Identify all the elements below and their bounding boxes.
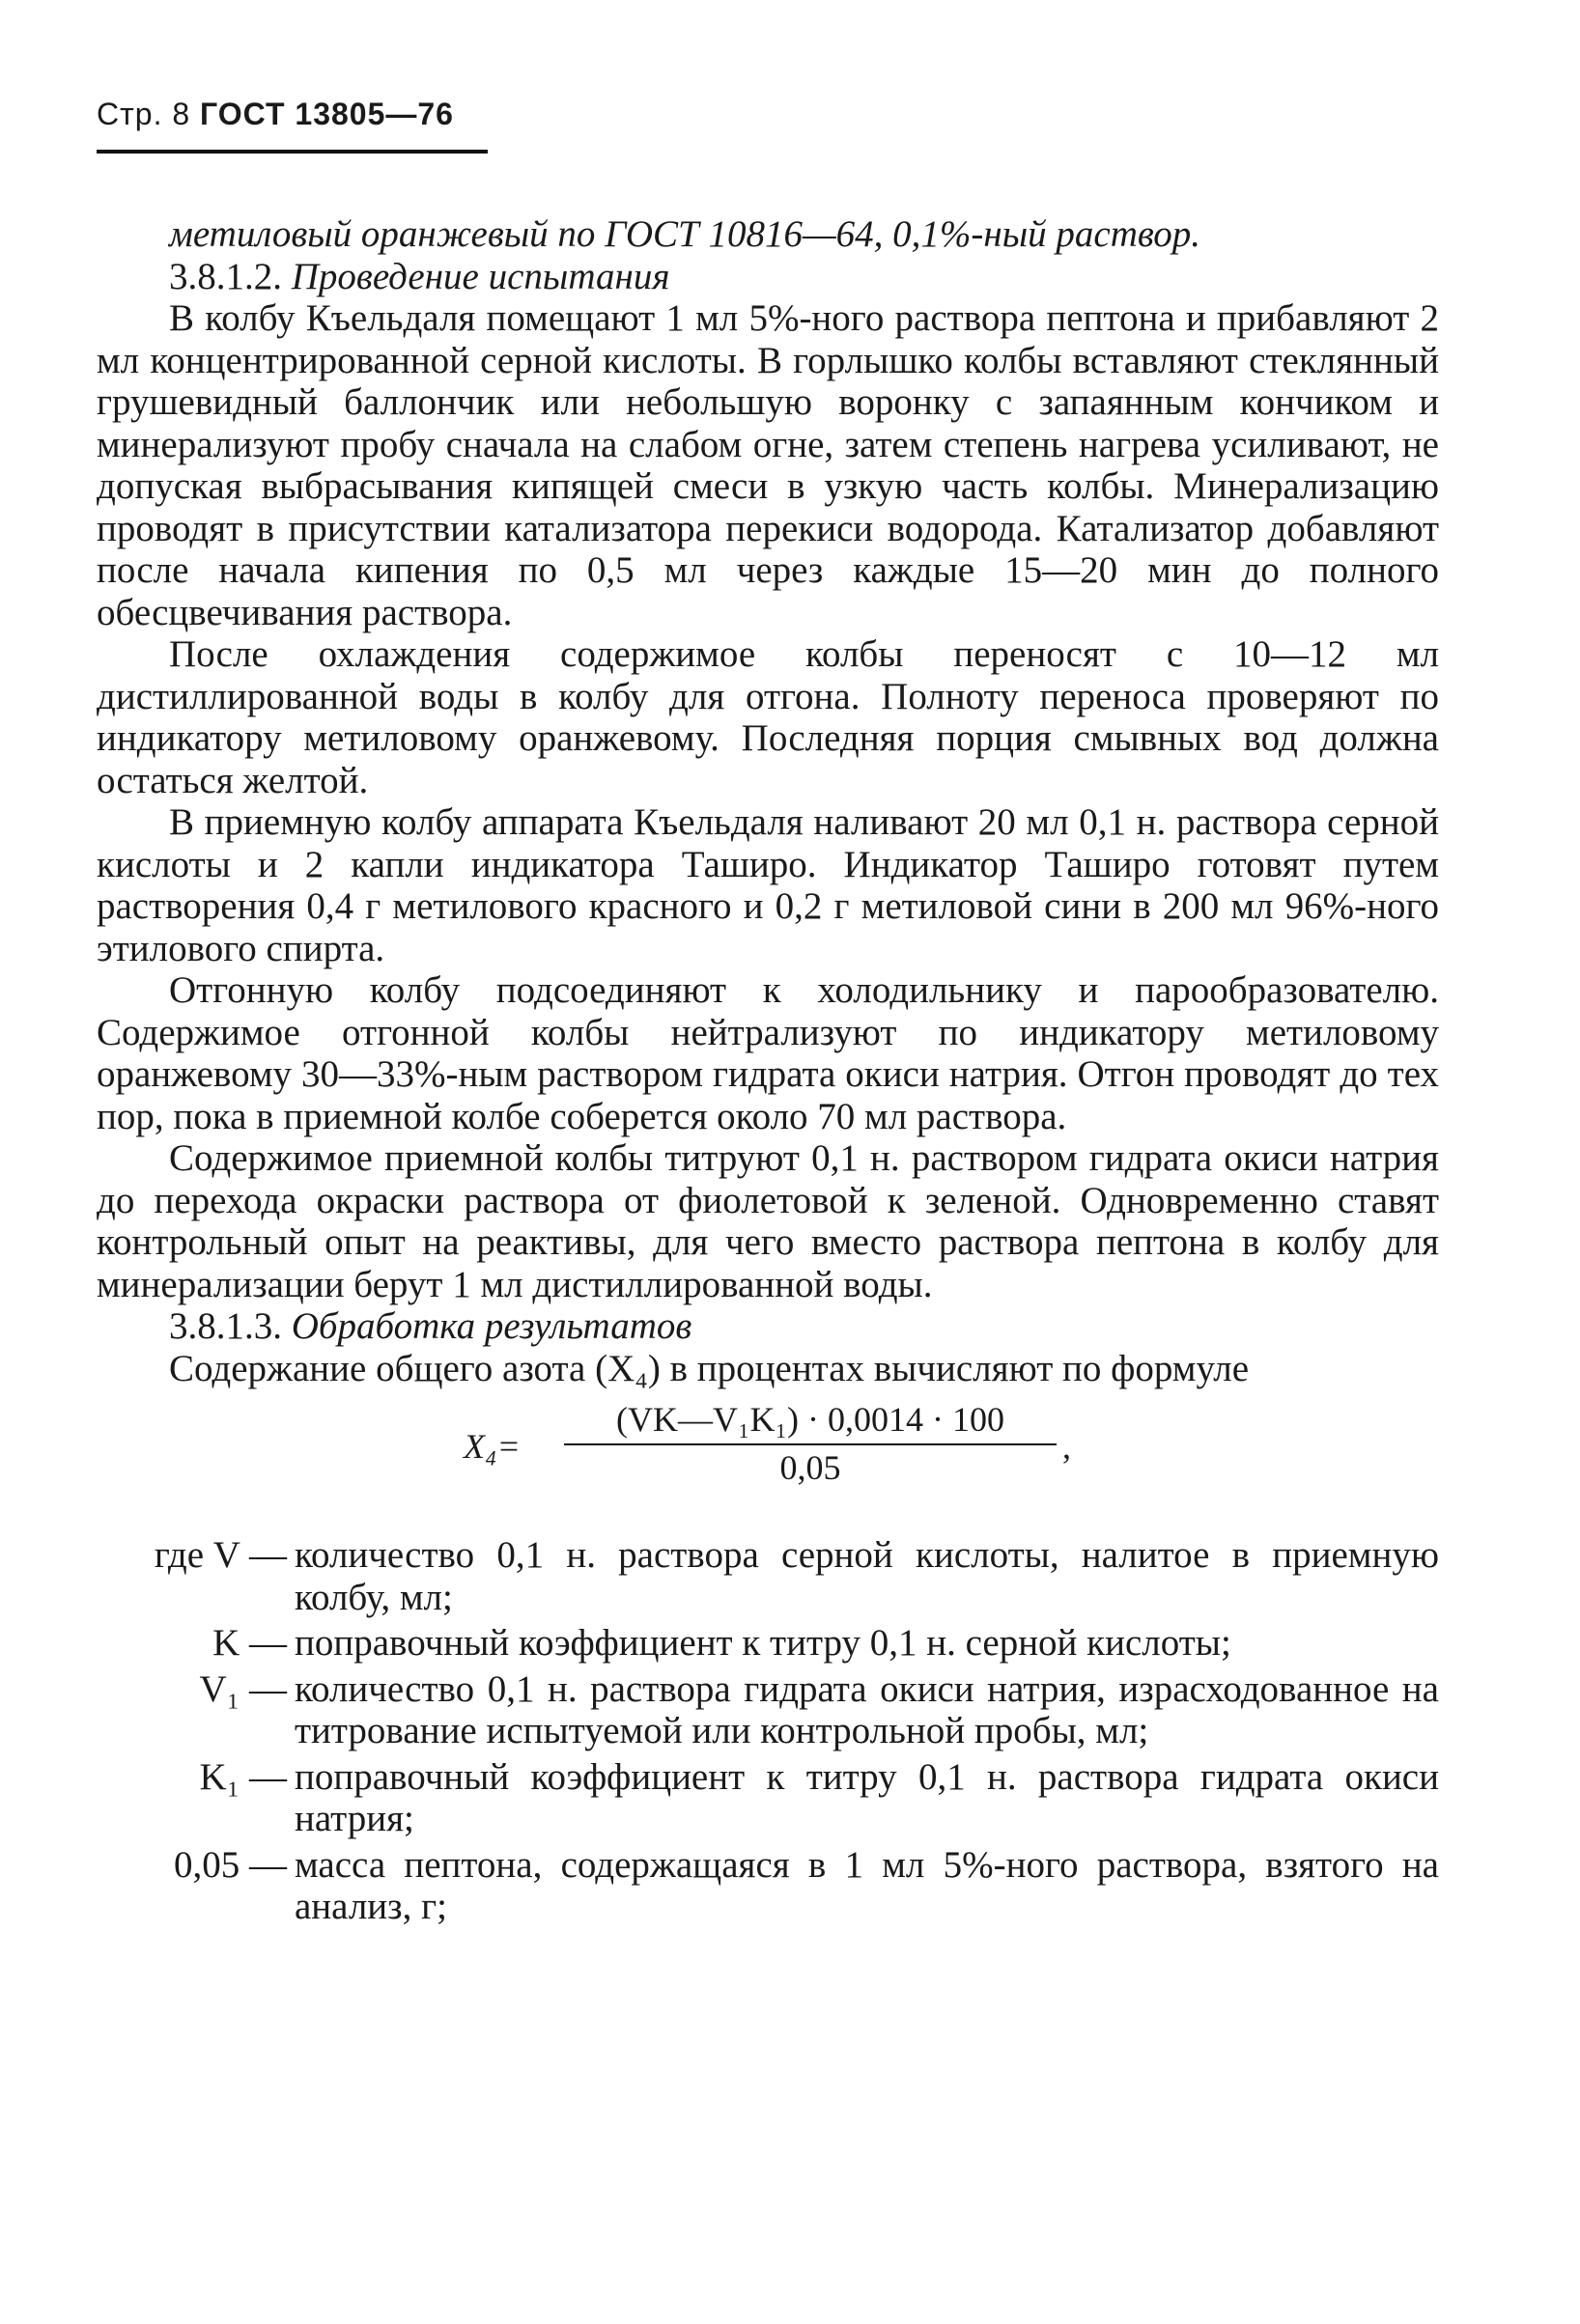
- formula-numerator: (VK—V₁K₁) · 0,0014 · 100: [564, 1399, 1057, 1445]
- definition-symbol: где V —: [154, 1534, 287, 1576]
- page-header: [97, 97, 488, 154]
- paragraph-titration: Содержимое приемной колбы титруют 0,1 н. раствором гидрата окиси натрия до перехода окраски раствора от фиолетовой к зеленой. Одновременно ставят контрольный опыт на реактивы, для чего вместо раствора пептона в колбу для минерализации берут 1 мл дистиллированной воды.: [97, 1137, 1439, 1305]
- document-body: [97, 213, 1439, 1932]
- definition-symbol: K₁ —: [199, 1755, 287, 1798]
- paragraph-mineralization: В колбу Къельдаля помещают 1 мл 5%-ного раствора пептона и прибавляют 2 мл концентрированной серной кислоты. В горлышко колбы вставляют стеклянный грушевидный баллончик или небольшую воронку с запаянным кончиком и минерализуют пробу сначала на слабом огне, затем степень нагрева усиливают, не допуская выбрасывания кипящей смеси в узкую часть колбы. Минерализацию проводят в присутствии катализатора перекиси водорода. Катализатор добавляют после начала кипения по 0,5 мл через каждые 15—20 мин до полного обесцвечивания раствора.: [97, 297, 1439, 633]
- formula-denominator: 0,05: [779, 1447, 841, 1487]
- definition-text: количество 0,1 н. раствора гидрата окиси натрия, израсходованное на титрование испытуемой или контрольной пробы, мл;: [295, 1667, 1439, 1751]
- page-number: Стр. 8: [97, 97, 191, 131]
- paragraph-receiving-flask: В приемную колбу аппарата Къельдаля наливают 20 мл 0,1 н. раствора серной кислоты и 2 капли индикатора Таширо. Индикатор Таширо готовят путем растворения 0,4 г метилового красного и 0,2 г метиловой сини в 200 мл 96%-ного этилового спирта.: [97, 801, 1439, 969]
- formula-comma: ,: [1062, 1427, 1071, 1466]
- section-heading-3-8-1-2: [97, 256, 1439, 298]
- definition-text: поправочный коэффициент к титру 0,1 н. раствора гидрата окиси натрия;: [295, 1755, 1439, 1839]
- definition-text: количество 0,1 н. раствора серной кислоты, налитое в приемную колбу, мл;: [295, 1534, 1439, 1618]
- section-number: 3.8.1.3.: [169, 1305, 292, 1347]
- section-title: Обработка результатов: [291, 1305, 692, 1347]
- definition-text: масса пептона, содержащаяся в 1 мл 5%-ного раствора, взятого на анализ, г;: [295, 1843, 1439, 1927]
- definition-symbol: K —: [212, 1622, 287, 1664]
- reagent-line: метиловый оранжевый по ГОСТ 10816—64, 0,1%-ный раствор.: [169, 213, 1201, 255]
- paragraph-distillation: Отгонную колбу подсоединяют к холодильнику и парообразователю. Содержимое отгонной колбы нейтрализуют по индикатору метиловому оранжевому 30—33%-ным раствором гидрата окиси натрия. Отгон проводят до тех пор, пока в приемной колбе соберется около 70 мл раствора.: [97, 969, 1439, 1137]
- definition-text: поправочный коэффициент к титру 0,1 н. серной кислоты;: [295, 1622, 1231, 1664]
- document-page: [97, 97, 1439, 1932]
- definition-symbol: V₁ —: [199, 1667, 287, 1710]
- section-heading-3-8-1-3: [97, 1305, 1439, 1348]
- section-title: Проведение испытания: [291, 255, 670, 297]
- variable-definitions: [97, 1534, 1439, 1932]
- definition-symbol: 0,05 —: [174, 1843, 287, 1886]
- standard-number: ГОСТ 13805—76: [200, 97, 454, 131]
- formula-lhs: X₄=: [464, 1427, 521, 1466]
- section-number: 3.8.1.2.: [169, 255, 292, 297]
- paragraph-transfer: После охлаждения содержимое колбы переносят с 10—12 мл дистиллированной воды в колбу для отгона. Полноту переноса проверяют по индикатору метиловому оранжевому. Последняя порция смывных вод должна остаться желтой.: [97, 633, 1439, 801]
- formula-fraction: [564, 1399, 1057, 1489]
- nitrogen-formula: [97, 1389, 1439, 1534]
- paragraph-formula-intro: Содержание общего азота (X₄) в процентах вычисляют по формуле: [169, 1347, 1250, 1389]
